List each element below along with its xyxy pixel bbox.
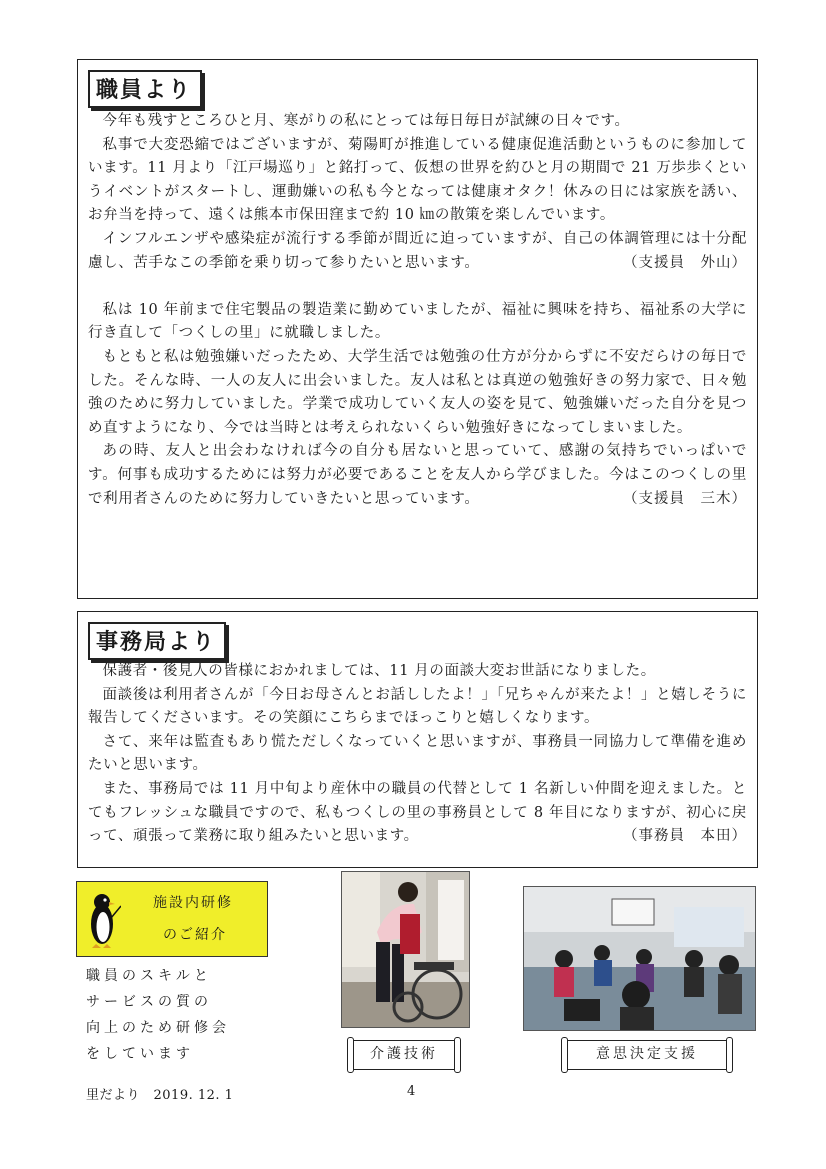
decision-support-photo xyxy=(523,886,756,1031)
staff-paragraph: あの時、友人と出会わなければ今の自分も居ないと思っていて、感謝の気持ちでいっぱいです。何事も成功するためには努力が必要であることを友人から学びました。今はこのつくしの里で利用者さんのために努力していきたいと思っています。 （支援員 三木） xyxy=(88,440,747,511)
staff-signature-2: （支援員 三木） xyxy=(623,490,747,507)
office-paragraph: 面談後は利用者さんが「今日お母さんとお話ししたよ！」「兄ちゃんが来たよ！」と嬉しそうに報告してくださいます。その笑顔にこちらまでほっこりと嬉しくなります。 xyxy=(88,686,747,727)
page-number: 4 xyxy=(407,1084,416,1099)
care-training-photo xyxy=(341,871,470,1028)
staff-paragraph: もともと私は勉強嫌いだったため、大学生活では勉強の仕方が分からずに不安だらけの毎日でした。そんな時、一人の友人に出会いました。友人は私とは真逆の勉強好きの努力家で、日々勉強のために努力していました。学業で成功していく友人の姿を見て、勉強嫌いだった自分を見つめ直すようになり、今では当時とは考えられないくらい勉強好きになってしまいました。 xyxy=(88,348,747,436)
staff-heading: 職員より xyxy=(88,70,202,108)
decision-support-caption: 意思決定支援 xyxy=(566,1040,728,1070)
staff-signature-1: （支援員 外山） xyxy=(623,254,747,271)
description-line: 職員のスキルと xyxy=(86,968,212,984)
description-line: サービスの質の xyxy=(86,994,212,1010)
staff-text xyxy=(88,110,747,511)
training-description xyxy=(86,963,230,1067)
staff-paragraph: 私事で大変恐縮ではございますが、菊陽町が推進している健康促進活動というものに参加しています。11 月より「江戸場巡り」と銘打って、仮想の世界を約ひと月の期間で 21 万歩歩くというイベントがスタートし、運動嫌いの私も今となっては健康オタク！休みの日には家族を誘い、お弁当を持って、遠くは熊本市保田窪まで約 10 ㎞の散策を楽しんでいます。 xyxy=(88,136,747,224)
office-heading: 事務局より xyxy=(88,622,226,660)
staff-paragraph: 今年も残すところひと月、寒がりの私にとっては毎日毎日が試練の日々です。 xyxy=(102,113,630,129)
care-technique-caption: 介護技術 xyxy=(352,1040,456,1070)
staff-paragraph: インフルエンザや感染症が流行する季節が間近に迫っていますが、自己の体調管理には十分配慮し、苦手なこの季節を乗り切って参りたいと思います。 （支援員 外山） xyxy=(88,228,747,275)
staff-paragraph: 私は 10 年前まで住宅製品の製造業に勤めていましたが、福祉に興味を持ち、福祉系の大学に行き直して「つくしの里」に就職しました。 xyxy=(88,301,747,342)
description-line: をしています xyxy=(86,1046,194,1062)
office-paragraph: また、事務局では 11 月中旬より産休中の職員の代替として 1 名新しい仲間を迎えました。とてもフレッシュな職員ですので、私もつくしの里の事務員として 8 年目になりますが、初心に戻って、頑張って業務に取り組みたいと思います。 （事務員 本田） xyxy=(88,778,747,849)
office-paragraph: 保護者・後見人の皆様におかれましては、11 月の面談大変お世話になりました。 xyxy=(102,663,656,679)
office-signature: （事務員 本田） xyxy=(623,828,747,845)
office-text xyxy=(88,660,747,849)
office-section xyxy=(77,611,758,868)
staff-section xyxy=(77,59,758,599)
penguin-pointer-icon xyxy=(87,888,121,950)
promo-title-line1: 施設内研修 xyxy=(153,895,233,911)
description-line: 向上のため研修会 xyxy=(86,1020,230,1036)
footer-issue: 里だより 2019. 12. 1 xyxy=(86,1088,234,1103)
training-promo-card xyxy=(76,881,268,957)
promo-title-line2: のご紹介 xyxy=(163,927,227,943)
office-paragraph: さて、来年は監査もあり慌ただしくなっていくと思いますが、事務員一同協力して準備を進めたいと思います。 xyxy=(88,733,747,774)
